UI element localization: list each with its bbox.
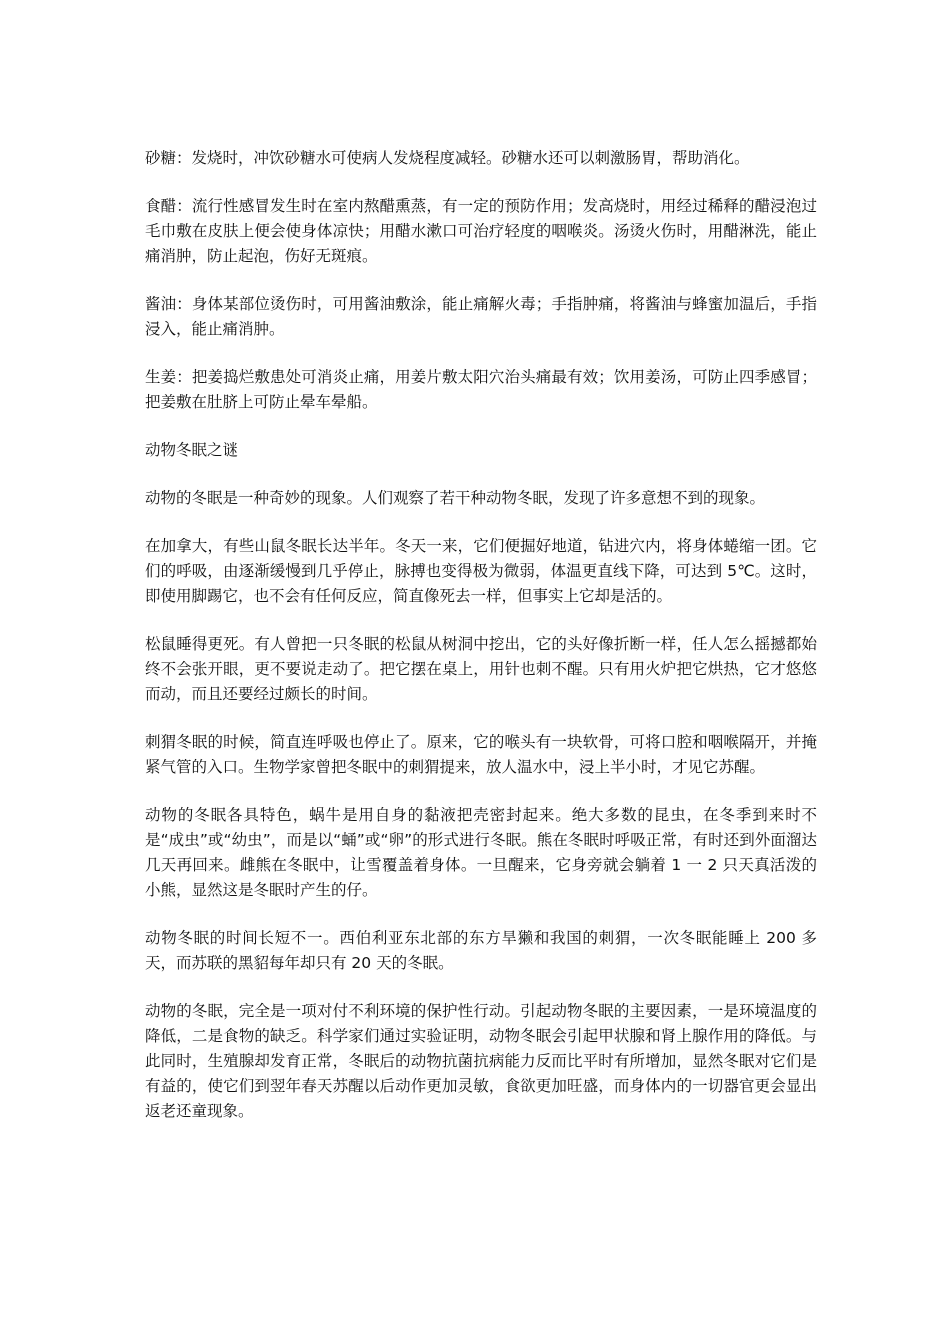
- paragraph-duration: 动物冬眠的时间长短不一。西伯利亚东北部的东方旱獭和我国的刺猬，一次冬眠能睡上 200 多天，而苏联的黑貂每年却只有 20 天的冬眠。: [145, 929, 817, 972]
- paragraph-sugar: 砂糖：发烧时，冲饮砂糖水可使病人发烧程度减轻。砂糖水还可以刺激肠胃，帮助消化。: [145, 149, 750, 167]
- section-title: 动物冬眠之谜: [145, 441, 239, 459]
- paragraph-squirrel: 松鼠睡得更死。有人曾把一只冬眠的松鼠从树洞中挖出，它的头好像折断一样，任人怎么摇撼都始终不会张开眼，更不要说走动了。把它摆在桌上，用针也刺不醒。只有用火炉把它烘热，它才悠悠而动，而且还要经过颇长的时间。: [145, 635, 817, 703]
- document-page: [145, 146, 817, 1147]
- paragraph-hibernation-intro: 动物的冬眠是一种奇妙的现象。人们观察了若干种动物冬眠，发现了许多意想不到的现象。: [145, 489, 766, 507]
- paragraph-vinegar: 食醋：流行性感冒发生时在室内熬醋熏蒸，有一定的预防作用；发高烧时，用经过稀释的醋浸泡过毛巾敷在皮肤上便会使身体凉快；用醋水漱口可治疗轻度的咽喉炎。汤烫火伤时，用醋淋洗，能止痛消肿，防止起泡，伤好无斑痕。: [145, 197, 817, 265]
- paragraph-conclusion: 动物的冬眠，完全是一项对付不利环境的保护性行动。引起动物冬眠的主要因素，一是环境温度的降低，二是食物的缺乏。科学家们通过实验证明，动物冬眠会引起甲状腺和肾上腺作用的降低。与此同时，生殖腺却发育正常，冬眠后的动物抗菌抗病能力反而比平时有所增加，显然冬眠对它们是有益的，使它们到翌年春天苏醒以后动作更加灵敏，食欲更加旺盛，而身体内的一切器官更会显出返老还童现象。: [145, 1002, 817, 1120]
- paragraph-features: 动物的冬眠各具特色，蜗牛是用自身的黏液把壳密封起来。绝大多数的昆虫，在冬季到来时不是“成虫”或“幼虫”，而是以“蛹”或“卵”的形式进行冬眠。熊在冬眠时呼吸正常，有时还到外面溜达几天再回来。雌熊在冬眠中，让雪覆盖着身体。一旦醒来，它身旁就会躺着 1 一 2 只天真活泼的小熊，显然这是冬眠时产生的仔。: [145, 806, 817, 899]
- paragraph-ginger: 生姜：把姜捣烂敷患处可消炎止痛，用姜片敷太阳穴治头痛最有效；饮用姜汤，可防止四季感冒；把姜敷在肚脐上可防止晕车晕船。: [145, 368, 817, 411]
- paragraph-soy-sauce: 酱油：身体某部位烫伤时，可用酱油敷涂，能止痛解火毒；手指肿痛，将酱油与蜂蜜加温后，手指浸入，能止痛消肿。: [145, 295, 817, 338]
- paragraph-groundhog: 在加拿大，有些山鼠冬眠长达半年。冬天一来，它们便掘好地道，钻进穴内，将身体蜷缩一团。它们的呼吸，由逐渐缓慢到几乎停止，脉搏也变得极为微弱，体温更直线下降，可达到 5℃。这时，即使用脚踢它，也不会有任何反应，简直像死去一样，但事实上它却是活的。: [145, 537, 817, 605]
- paragraph-hedgehog: 刺猬冬眠的时候，简直连呼吸也停止了。原来，它的喉头有一块软骨，可将口腔和咽喉隔开，并掩紧气管的入口。生物学家曾把冬眠中的刺猬提来，放人温水中，浸上半小时，才见它苏醒。: [145, 733, 817, 776]
